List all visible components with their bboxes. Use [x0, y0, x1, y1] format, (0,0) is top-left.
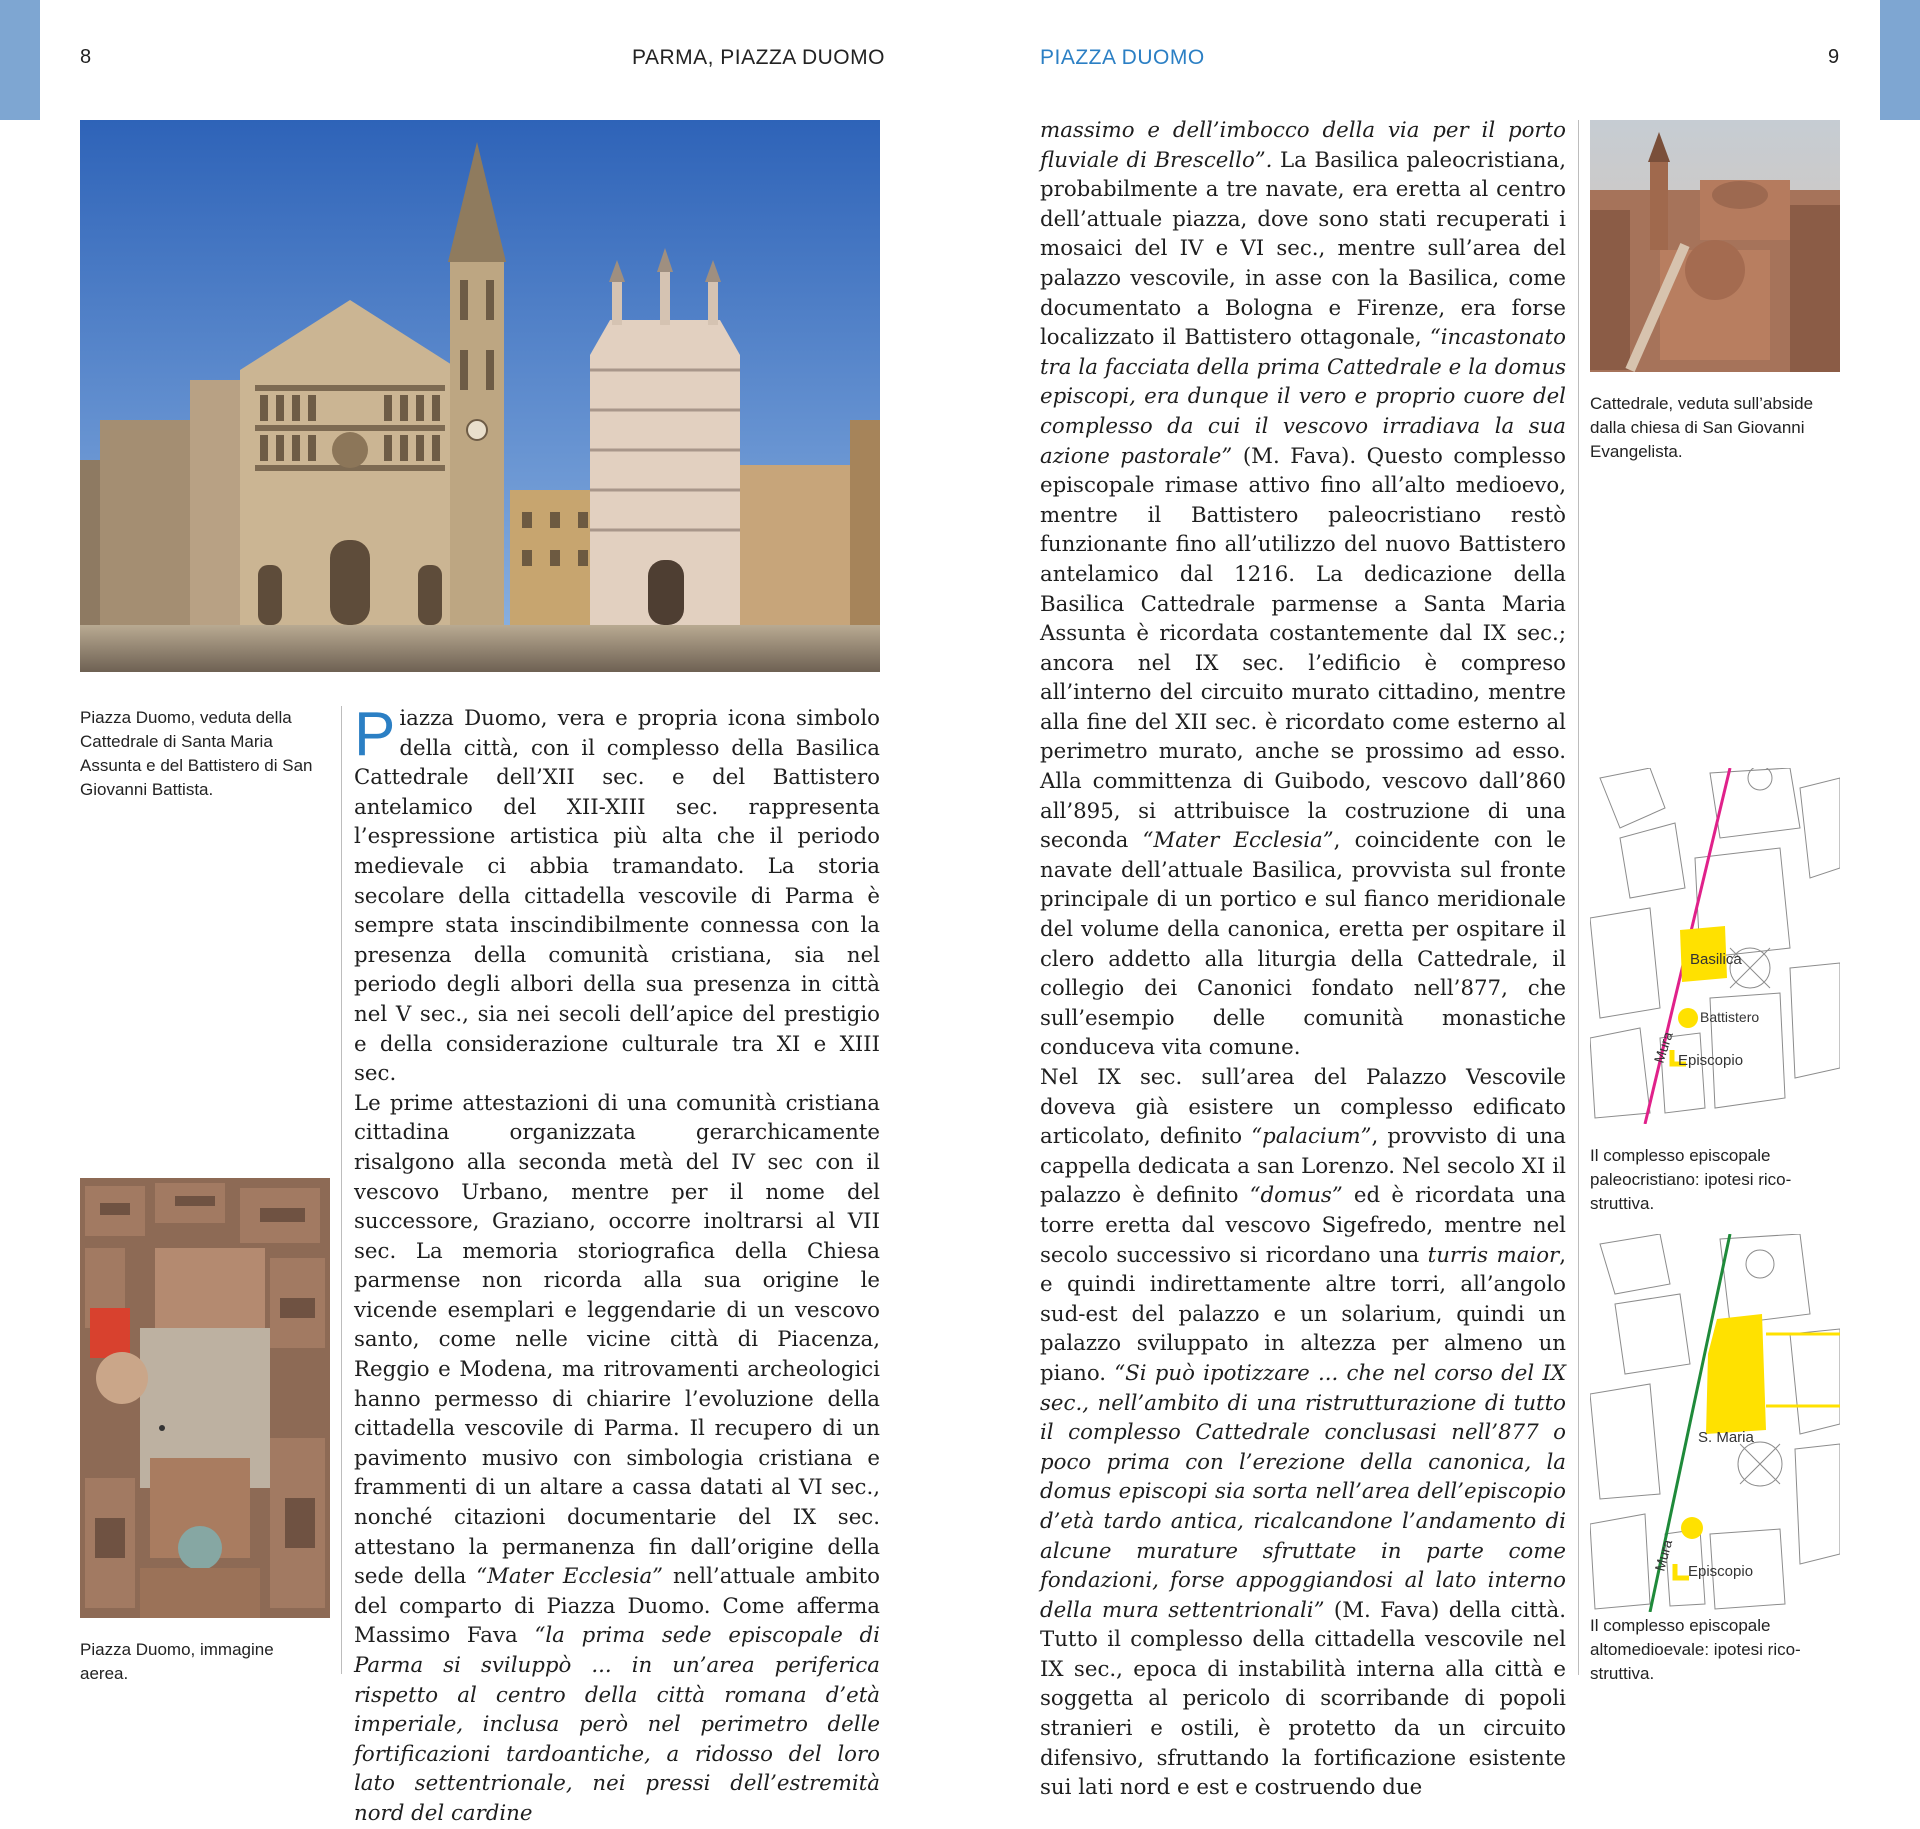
left-running-title: PARMA, PIAZZA DUOMO [632, 46, 885, 69]
map2-smaria-label: S. Maria [1698, 1429, 1754, 1446]
map-altomedioevale [1590, 1234, 1840, 1612]
apse-photo-caption: Cattedrale, veduta sull’abside dalla chiesa di San Giovanni Evangelista. [1590, 394, 1814, 461]
right-running-title: PIAZZA DUOMO [1040, 46, 1205, 69]
map1-episcopio-label: Episcopio [1678, 1052, 1744, 1069]
aerial-photo [80, 1178, 330, 1618]
map1-mura-label: Mura [1650, 1029, 1676, 1065]
map1-basilica-label: Basilica [1690, 951, 1742, 968]
drop-cap: P [354, 700, 396, 769]
map1-battistero-label: Battistero [1700, 1009, 1760, 1025]
aerial-photo-caption: Piazza Duomo, immagine aerea. [80, 1640, 274, 1683]
apse-photo [1590, 120, 1840, 372]
map2-mura-label: Mura [1651, 1537, 1676, 1573]
left-column-rule [341, 706, 342, 1674]
right-paragraph-1: massimo e dell’imbocco della via per il porto fluviale di Brescello”. La Basilica paleocristiana, probabilmente a tre navate, era eretta al centro dell’attuale piazza, dove sono stati recuperati i mosaici del IV e VI sec., mentre sull’area del palazzo vescovile, in asse con la Basilica, come documentato a Bologna e Firenze, era forse localizzato il Battistero ottagonale, “incastonato tra la facciata della prima Cattedrale e la domus episcopi, era dunque il vero e proprio cuore del complesso da cui il vescovo irradiava la sua azione pastorale” (M. Fava). Questo complesso episcopale rimase attivo fino all’alto medioevo, mentre il Battistero paleocristiano restò funzionante fino all’utilizzo del nuovo Battistero antelamico dal 1216. La dedicazione della Basilica Cattedrale parmense a Santa Maria Assunta è ricordata costantemente dal IX sec.; ancora nel IX sec. l’edificio è compreso all’interno del circuito murato cittadino, mentre alla fine del XII sec. è ricordato come esterno al perimetro murato, anche se prossimo ad esso. Alla committenza di Guibodo, vescovo dall’860 all’895, si attribuisce la costruzione di una seconda “Mater Ecclesia”, coincidente con le navate dell’attuale Basilica, provvista sul fronte principale di un portico e sul fianco meridionale del volume della canonica, eretta per ospitare il clero addetto alla liturgia della Cattedrale, il collegio dei Canonici fondato nell’877, che sull’esempio delle comunità monastiche conduceva vita comune. [1040, 118, 1566, 1061]
right-column-rule [1578, 120, 1579, 1675]
map1-caption: Il complesso episcopale paleocristiano: ipotesi rico-struttiva. [1590, 1146, 1792, 1213]
right-body-text [1040, 116, 1566, 1803]
left-paragraph-2: Le prime attestazioni di una comunità cristiana cittadina organizzata gerarchicamente risalgono alla seconda metà del IV sec con il vescovo Urbano, mentre per il nome del successore, Graziano, occorre inoltrarsi al VII sec. La memoria storiografica della Chiesa parmense non ricorda alla sua origine le vicende esemplari e leggendarie di un vescovo santo, come nelle vicine città di Piacenza, Reggio e Modena, ma ritrovamenti archeologici hanno permesso di chiarire l’evoluzione della cittadella vescovile di Parma. Il recupero di un pavimento musivo con simbologia cristiana e frammenti di un altare a cassa datati al VI sec., nonché citazioni documentarie del IX sec. attestano la permanenza fin dall’origine della sede della “Mater Ecclesia” nell’attuale ambito del comparto di Piazza Duomo. Come afferma Massimo Fava “la prima sede episcopale di Parma si sviluppò ... in un’area periferica rispetto al centro della città romana d’età imperiale, inclusa però nel perimetro delle fortificazioni tardoantiche, a ridosso del loro lato settentrionale, nei pressi dell’estremità nord del cardine [354, 1090, 880, 1826]
map2-caption: Il complesso episcopale altomedioevale: ipotesi rico-struttiva. [1590, 1616, 1801, 1683]
map-paleochristian [1590, 768, 1840, 1124]
map2-episcopio-label: Episcopio [1688, 1563, 1754, 1580]
main-photo-caption: Piazza Duomo, veduta della Cattedrale di Santa Maria Assunta e del Battistero di San Giovanni Battista. [80, 708, 313, 799]
left-page-number: 8 [80, 46, 92, 68]
cathedral-photo [80, 120, 880, 672]
left-edge-tab [0, 0, 40, 120]
right-page-number: 9 [1828, 46, 1840, 68]
left-body-text [354, 700, 880, 1829]
left-paragraph-1: Piazza Duomo, vera e propria icona simbolo della città, con il complesso della Basilica Cattedrale dell’XII sec. e del Battistero antelamico del XII-XIII sec. rappresenta l’espressione artistica più alta che il periodo medievale ci abbia tramandato. La storia secolare della cittadella vescovile di Parma è sempre stata inscindibilmente connessa con la presenza della comunità cristiana, sia nel periodo degli albori della sua presenza in città nel V sec., sia nei secoli dell’apice del prestigio e della considerazione culturale tra XI e XIII sec. [354, 700, 880, 1087]
right-paragraph-2: Nel IX sec. sull’area del Palazzo Vescovile doveva già esistere un complesso edificato articolato, definito “palacium”, provvisto di una cappella dedicata a san Lorenzo. Nel secolo XI il palazzo è definito “domus” ed è ricordata una torre eretta dal vescovo Sigefredo, mentre nel secolo successivo si ricordano una turris maior, e quindi indirettamente altre torri, all’angolo sud-est del palazzo e un solarium, quindi un palazzo sviluppato in altezza per almeno un piano. “Si può ipotizzare ... che nel corso del IX sec., nell’ambito di una ristrutturazione di tutto il complesso Cattedrale conclusasi nell’877 o poco prima con l’erezione della canonica, la domus episcopi sia sorta nell’area dell’episcopio d’età tardo antica, ricalcandone l’andamento di alcune murature sfruttate in parte come fondazioni, forse appoggiandosi al lato interno della mura settentrionali” (M. Fava) della città. Tutto il complesso della cittadella vescovile nel IX sec., epoca di instabilità interna alla città e soggetta al pericolo di scorribande di popoli stranieri e ostili, è protetto da un circuito difensivo, sfruttando la fortificazione esistente sui lati nord e est e costruendo due [1040, 1065, 1566, 1801]
right-edge-tab [1880, 0, 1920, 120]
